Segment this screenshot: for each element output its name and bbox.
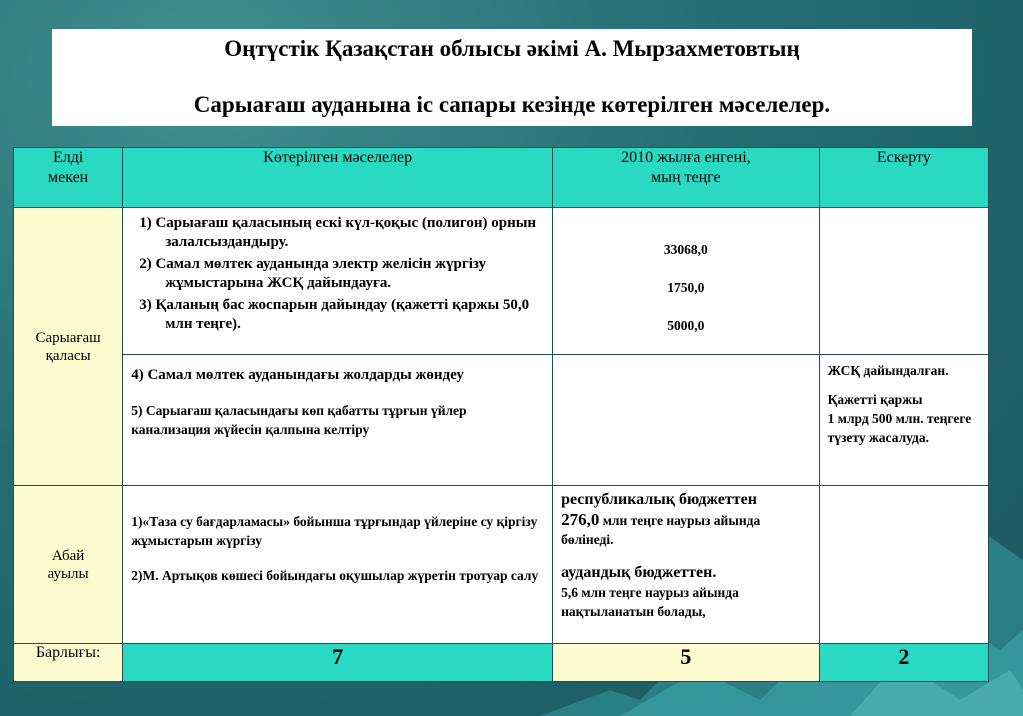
table-row (14, 486, 989, 644)
title-line-2: Сарыағаш ауданына іс сапары кезінде көтерілген мәселелер. (193, 92, 831, 117)
funding-amount-republic: 276,0 (561, 510, 600, 529)
abay-issue-1: 1)«Таза су бағдарламасы» бойынша тұрғындар үйлеріне су қіргізу жұмыстарын жүргізу (131, 514, 538, 548)
saryagash-note: ЖСҚ дайындалған. Қажетті қаржы 1 млрд 500 млн. теңгеге түзету жасалуда. (819, 355, 988, 486)
saryagash-funding-empty (553, 355, 820, 486)
header-place: Елді мекен (14, 148, 123, 208)
funding-source-district: аудандық бюджеттен. (561, 564, 717, 581)
funding-source-republic: республикалық бюджеттен (561, 491, 757, 508)
header-issues: Көтерілген мәселелер (123, 148, 553, 208)
saryagash-amounts (553, 208, 820, 355)
total-row (14, 644, 989, 682)
place-abay: Абай ауылы (14, 486, 123, 644)
abay-issue-2: 2)М. Артықов көшесі бойындағы оқушылар жүретін тротуар салу (131, 568, 539, 583)
title-line-1: Оңтүстік Қазақстан облысы әкімі А. Мырзахметовтың (224, 36, 800, 61)
title-box (52, 29, 972, 126)
issues-table (13, 147, 989, 682)
list-item: 3) Қаланың бас жоспарын дайындау (қажетті қаржы 50,0 млн теңге). (139, 297, 530, 332)
table-row (14, 355, 989, 486)
amount-value: 1750,0 (667, 280, 705, 295)
header-funding: 2010 жылға енгені, мың теңге (553, 148, 820, 208)
amount-value: 33068,0 (663, 242, 708, 257)
abay-issues (123, 486, 553, 644)
issue-4: 4) Самал мөлтек ауданындағы жолдарды жөндеу (131, 367, 464, 383)
place-saryagash: Сарыағаш қаласы (14, 208, 123, 486)
abay-note-empty (819, 486, 988, 644)
total-issues: 7 (123, 644, 553, 682)
issue-5: 5) Сарыағаш қаласындағы көп қабатты тұрғын үйлер канализация жүйесін қалпына келтіру (131, 403, 467, 437)
total-funding: 5 (553, 644, 820, 682)
saryagash-note-empty (819, 208, 988, 355)
list-item: 2) Самал мөлтек ауданында электр желісін жүргізу жұмыстарына ЖСҚ дайындауға. (139, 256, 487, 291)
saryagash-issues-1-3 (123, 208, 553, 355)
total-label: Барлығы: (14, 644, 123, 682)
table-row (14, 208, 989, 355)
total-note: 2 (819, 644, 988, 682)
saryagash-issues-4-5 (123, 355, 553, 486)
amount-value: 5000,0 (667, 318, 705, 333)
abay-funding: республикалық бюджеттен 276,0 млн теңге наурыз айында бөлінеді. аудандық бюджеттен. 5,6 млн теңге наурыз айында нақтыланатын болады, (553, 486, 820, 644)
header-note: Ескерту (819, 148, 988, 208)
header-row (14, 148, 989, 208)
list-item: 1) Сарыағаш қаласының ескі күл-қоқыс (полигон) орнын залалсыздандыру. (139, 215, 537, 250)
funding-district-detail: 5,6 млн теңге наурыз айында нақтыланатын болады, (561, 585, 739, 619)
